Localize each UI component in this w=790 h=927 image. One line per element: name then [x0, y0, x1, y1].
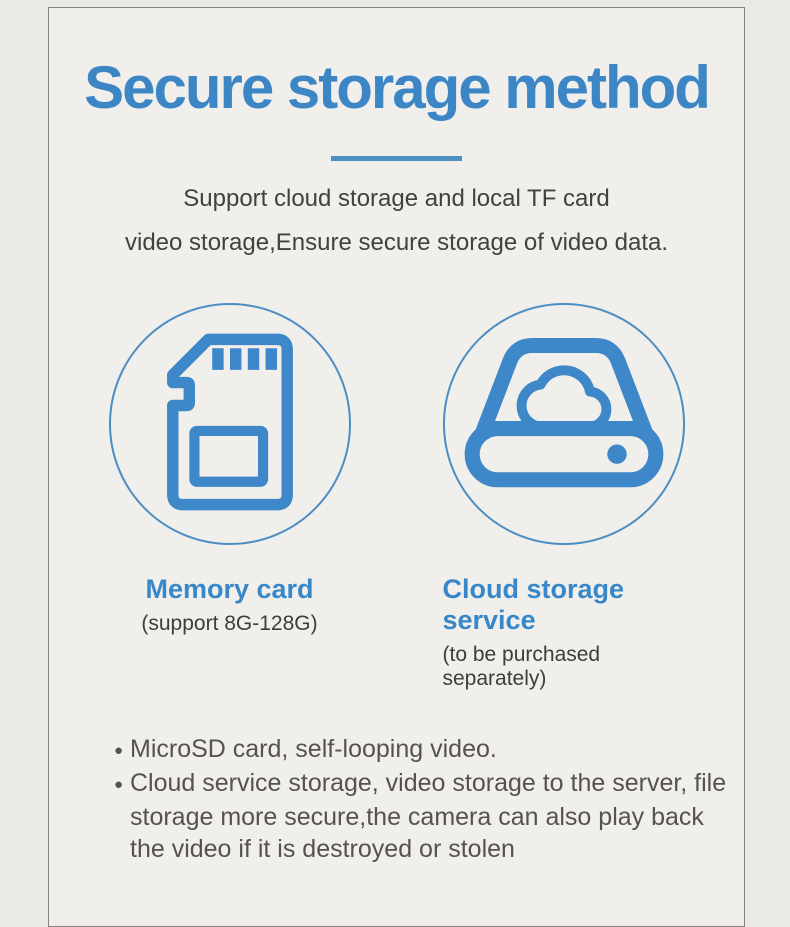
bullet-item-cloud [114, 767, 736, 865]
subtitle-line-2: video storage,Ensure secure storage of video data. [125, 229, 668, 256]
memory-card-sublabel: (support 8G-128G) [141, 612, 318, 635]
memory-card-label: Memory card [145, 574, 314, 604]
title-divider [331, 156, 462, 161]
memory-card-circle [109, 303, 351, 545]
cloud-storage-column [443, 303, 685, 691]
cloud-storage-sublabel: (to be purchased separately) [442, 643, 601, 690]
page-title: Secure storage method [84, 54, 709, 121]
memory-card-column [109, 303, 351, 691]
content-panel [48, 7, 745, 927]
cloud-storage-circle [443, 303, 685, 545]
storage-options-row [49, 303, 744, 691]
subtitle [49, 177, 744, 265]
feature-bullet-list [114, 733, 736, 865]
bullet-text: Cloud service storage, video storage to the server, file storage more secure,the camera can also play back the video if it is destroyed or stolen [130, 769, 727, 863]
cloud-drive-icon [458, 333, 670, 515]
cloud-storage-label: Cloud storage service [442, 574, 625, 635]
bullet-text: MicroSD card, self-looping video. [130, 735, 497, 763]
bullet-dot: ● [114, 742, 124, 759]
sd-card-icon [166, 333, 294, 516]
bullet-item-microsd [114, 733, 736, 767]
subtitle-line-1: Support cloud storage and local TF card [183, 185, 610, 212]
bullet-dot: ● [114, 776, 124, 793]
